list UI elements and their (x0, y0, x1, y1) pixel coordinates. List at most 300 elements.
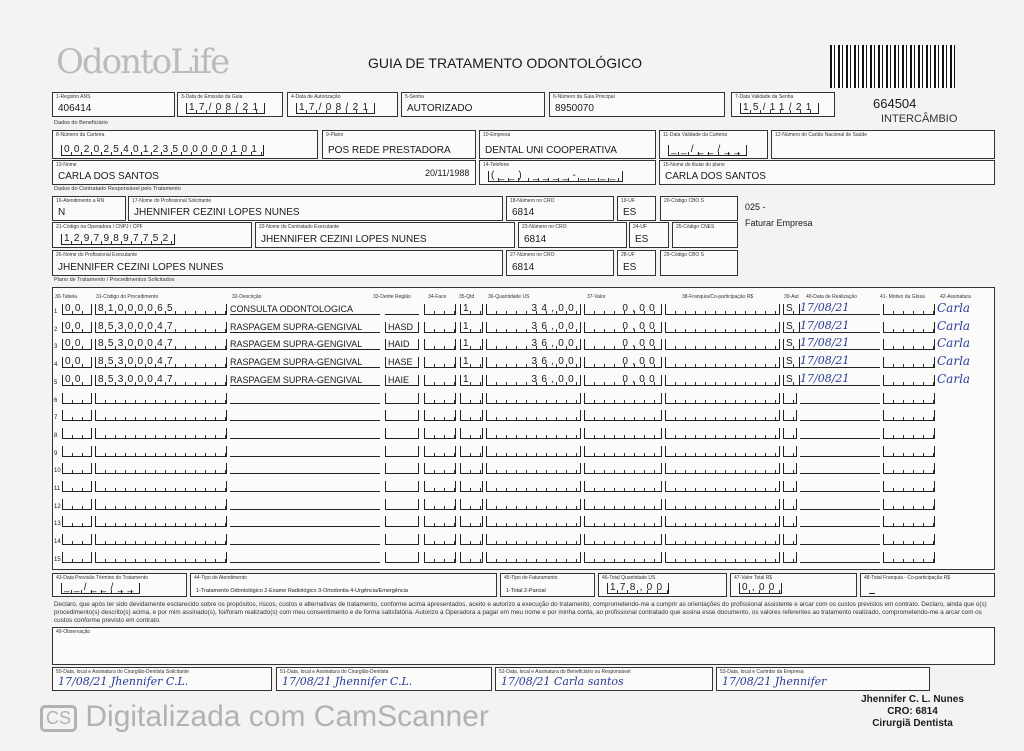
table-row (54, 300, 994, 316)
cell-desc[interactable]: CONSULTA ODONTOLOGICA (230, 304, 380, 315)
cell-code[interactable]: 85300047 (95, 322, 227, 333)
field-f52[interactable] (495, 667, 713, 691)
cell-code[interactable] (95, 393, 227, 404)
cell-face[interactable] (424, 428, 456, 439)
cell-n: 5 (54, 379, 58, 386)
field-label: 1-Registro ANS (56, 94, 91, 100)
field-f13[interactable] (52, 160, 476, 185)
cell-franq[interactable] (665, 410, 780, 421)
cell-sig[interactable]: Carla (937, 336, 971, 351)
field-f50[interactable] (52, 667, 272, 691)
field-f4[interactable] (287, 92, 398, 117)
cell-sig[interactable] (937, 443, 941, 457)
cell-aut[interactable] (783, 410, 797, 421)
field-f29[interactable] (660, 250, 738, 276)
cell-qtd[interactable] (460, 410, 483, 421)
cell-sig[interactable] (937, 425, 941, 439)
cell-franq[interactable] (665, 481, 780, 492)
cell-code[interactable]: 85300047 (95, 357, 227, 368)
cell-qtd[interactable] (460, 516, 483, 527)
field-f21[interactable] (52, 222, 252, 248)
cell-aut[interactable] (783, 393, 797, 404)
cell-motivo[interactable] (883, 357, 935, 368)
cell-us[interactable] (486, 481, 581, 492)
cell-data[interactable] (800, 443, 880, 457)
cell-aut[interactable] (783, 552, 797, 563)
field-f25[interactable] (672, 222, 738, 248)
cell-franq[interactable] (665, 393, 780, 404)
cell-desc[interactable]: RASPAGEM SUPRA-GENGIVAL (230, 375, 380, 386)
field-value: 17/08/21 Jhennifer (722, 675, 827, 688)
cell-data[interactable] (800, 390, 880, 404)
cell-code[interactable]: 81000065 (95, 304, 227, 315)
cell-dente[interactable] (385, 499, 419, 510)
cell-sig[interactable] (937, 407, 941, 421)
cell-face[interactable] (424, 322, 456, 333)
cell-valor[interactable] (584, 393, 662, 404)
cell-tab[interactable]: 00 (62, 322, 92, 333)
cell-valor[interactable]: 0,00 (584, 339, 662, 350)
cell-valor[interactable]: 0,00 (584, 357, 662, 368)
cell-sig[interactable] (937, 496, 941, 510)
cell-valor[interactable] (584, 446, 662, 457)
cell-franq[interactable] (665, 375, 780, 386)
cell-face[interactable] (424, 481, 456, 492)
field-f24[interactable] (629, 222, 669, 248)
cell-desc[interactable]: RASPAGEM SUPRA-GENGIVAL (230, 322, 380, 333)
cell-aut[interactable]: S (783, 339, 800, 350)
cell-desc[interactable] (230, 481, 380, 492)
cell-aut[interactable] (783, 499, 797, 510)
cell-motivo[interactable] (883, 552, 935, 563)
cell-aut[interactable] (783, 446, 797, 457)
cell-aut[interactable]: S (783, 357, 800, 368)
cell-motivo[interactable] (883, 304, 935, 315)
cell-us[interactable] (486, 393, 581, 404)
field-label: 4-Data de Autorização (291, 94, 341, 100)
cell-valor[interactable] (584, 534, 662, 545)
guide-code: 664504 (873, 96, 917, 111)
field-f47[interactable] (730, 573, 857, 597)
field-f44[interactable] (190, 573, 497, 597)
cell-qtd[interactable] (460, 534, 483, 545)
cell-dente[interactable] (385, 463, 419, 474)
cell-franq[interactable] (665, 428, 780, 439)
cell-dente[interactable] (385, 552, 419, 563)
field-f7[interactable] (731, 92, 835, 117)
cell-dente[interactable] (385, 534, 419, 545)
field-f18[interactable] (506, 196, 614, 221)
field-label: 3-Data de Emissão da Guia (181, 94, 243, 100)
cell-valor[interactable]: 0,00 (584, 304, 662, 315)
cell-dente[interactable]: HAIE (385, 375, 419, 386)
cell-us[interactable]: 36,00 (486, 375, 581, 386)
field-label: 46-Total Quantidade US (602, 575, 656, 581)
cell-us[interactable]: 36,00 (486, 322, 581, 333)
field-f26[interactable] (52, 250, 503, 276)
cell-data[interactable] (800, 513, 880, 527)
cell-dente[interactable] (385, 410, 419, 421)
cell-code[interactable] (95, 481, 227, 492)
cell-data[interactable] (800, 549, 880, 563)
field-label: 22-Nome do Contratado Executante (259, 224, 340, 230)
cell-code[interactable] (95, 463, 227, 474)
field-label: 17-Nome do Profissional Solicitante (132, 198, 212, 204)
cell-qtd[interactable] (460, 393, 483, 404)
cell-tab[interactable] (62, 481, 92, 492)
cell-face[interactable] (424, 516, 456, 527)
field-label: 49-Observação (56, 629, 91, 635)
cell-code[interactable] (95, 552, 227, 563)
cell-dente[interactable]: HASD (385, 322, 419, 333)
cell-motivo[interactable] (883, 393, 935, 404)
cell-motivo[interactable] (883, 534, 935, 545)
field-label: 6-Número da Guia Principal (553, 94, 615, 100)
field-label: 45-Tipo de Faturamento (504, 575, 558, 581)
cell-tab[interactable] (62, 534, 92, 545)
field-value: 406414 (58, 103, 92, 114)
field-f15[interactable] (659, 160, 995, 185)
cell-motivo[interactable] (883, 446, 935, 457)
cell-sig[interactable] (937, 478, 941, 492)
field-f53[interactable] (716, 667, 930, 691)
cell-valor[interactable]: 0,00 (584, 375, 662, 386)
cell-desc[interactable] (230, 410, 380, 421)
field-value: POS REDE PRESTADORA (328, 145, 451, 156)
cell-us[interactable] (486, 499, 581, 510)
section-contractor: Dados do Contratado Responsável pelo Tratamento (54, 186, 181, 192)
cell-us[interactable] (486, 428, 581, 439)
cell-code[interactable] (95, 499, 227, 510)
column-header: 41- Motivo da Glosa (880, 294, 925, 300)
field-label: 29-Código CBO S (664, 252, 705, 258)
cell-sig[interactable] (937, 390, 941, 404)
cell-aut[interactable]: S (783, 322, 800, 333)
cell-franq[interactable] (665, 357, 780, 368)
cell-data[interactable] (800, 496, 880, 510)
cell-face[interactable] (424, 446, 456, 457)
cell-franq[interactable] (665, 463, 780, 474)
field-value: CARLA DOS SANTOS (665, 171, 766, 182)
cell-data[interactable]: 17/08/21 (800, 319, 880, 333)
field-f5[interactable] (401, 92, 545, 117)
column-header: 38-Franquia/Co-participação R$ (682, 294, 754, 300)
cell-dente[interactable]: HAID (385, 339, 419, 350)
field-label: 5-Senha (405, 94, 424, 100)
field-value: 17/08/21 Jhennifer C.L. (282, 675, 413, 688)
field-label: 20-Código CBO S (664, 198, 705, 204)
cell-face[interactable] (424, 357, 456, 368)
cell-us[interactable] (486, 463, 581, 474)
field-f14[interactable] (479, 160, 656, 185)
cell-valor[interactable] (584, 428, 662, 439)
field-f16[interactable] (52, 196, 126, 221)
cell-franq[interactable] (665, 552, 780, 563)
field-f1[interactable] (52, 92, 175, 117)
cell-valor[interactable] (584, 463, 662, 474)
cell-qtd[interactable]: 1 (460, 375, 483, 386)
cell-face[interactable] (424, 375, 456, 386)
cell-tab[interactable] (62, 410, 92, 421)
cell-franq[interactable] (665, 446, 780, 457)
cell-sig[interactable]: Carla (937, 301, 971, 315)
field-value: __/__/__ (61, 583, 140, 594)
column-header: 32-Descrição (232, 294, 262, 300)
cell-sig[interactable] (937, 460, 941, 474)
cell-sig[interactable] (937, 549, 941, 563)
billing-type: Faturar Empresa (745, 218, 813, 228)
cell-us[interactable] (486, 410, 581, 421)
cell-aut[interactable] (783, 428, 797, 439)
cell-dente[interactable]: HASE (385, 357, 419, 368)
cell-sig[interactable] (937, 513, 941, 527)
cell-desc[interactable] (230, 428, 380, 439)
cell-us[interactable]: 36,00 (486, 339, 581, 350)
field-f9[interactable] (322, 130, 476, 159)
cell-tab[interactable]: 00 (62, 304, 92, 315)
field-value: 12979897752 (61, 234, 175, 245)
cell-code[interactable] (95, 410, 227, 421)
cell-dente[interactable] (385, 428, 419, 439)
field-label: 11-Data Validade da Carteira (663, 132, 728, 138)
field-label: 50-Data, local e Assinatura do Cirurgião-Dentista Solicitante (56, 669, 189, 675)
cell-franq[interactable] (665, 499, 780, 510)
cell-n: 13 (54, 521, 61, 528)
cell-qtd[interactable] (460, 428, 483, 439)
cell-dente[interactable] (385, 446, 419, 457)
cell-desc[interactable] (230, 552, 380, 563)
cell-us[interactable] (486, 534, 581, 545)
table-row (54, 512, 994, 528)
cell-face[interactable] (424, 304, 456, 315)
cell-motivo[interactable] (883, 322, 935, 333)
field-label: 48-Total Franquia - Co-participação R$ (864, 575, 951, 581)
cell-dente[interactable] (385, 314, 419, 315)
cell-aut[interactable] (783, 463, 797, 474)
cell-franq[interactable] (665, 534, 780, 545)
field-f46[interactable] (598, 573, 727, 597)
cell-us[interactable]: 34,00 (486, 304, 581, 315)
cell-data[interactable]: 17/08/21 (800, 372, 880, 386)
cell-qtd[interactable] (460, 463, 483, 474)
field-f3[interactable] (177, 92, 283, 117)
field-f48[interactable] (860, 573, 995, 597)
cell-motivo[interactable] (883, 516, 935, 527)
cell-aut[interactable] (783, 516, 797, 527)
table-row (54, 424, 994, 440)
cell-tab[interactable] (62, 516, 92, 527)
column-header: 40-Data de Realização (806, 294, 857, 300)
field-value: CARLA DOS SANTOS (58, 171, 159, 182)
cell-us[interactable] (486, 516, 581, 527)
cell-code[interactable]: 85300047 (95, 339, 227, 350)
cell-us[interactable] (486, 446, 581, 457)
column-header: 35-Qtd (459, 294, 475, 300)
cell-code[interactable] (95, 516, 227, 527)
field-label: 14-Telefone (483, 162, 510, 168)
cell-code[interactable]: 85300047 (95, 375, 227, 386)
cell-dente[interactable] (385, 516, 419, 527)
cell-franq[interactable] (665, 304, 780, 315)
cell-us[interactable]: 36,00 (486, 357, 581, 368)
cell-qtd[interactable]: 1 (460, 304, 483, 315)
cell-valor[interactable]: 0,00 (584, 322, 662, 333)
cell-tab[interactable] (62, 463, 92, 474)
cell-tab[interactable]: 00 (62, 357, 92, 368)
cell-franq[interactable] (665, 516, 780, 527)
cell-face[interactable] (424, 552, 456, 563)
cell-data[interactable] (800, 425, 880, 439)
cell-motivo[interactable] (883, 339, 935, 350)
field-label: 13-Nome (56, 162, 77, 168)
cell-sig[interactable]: Carla (937, 371, 971, 386)
field-f27[interactable] (506, 250, 614, 276)
cell-qtd[interactable] (460, 552, 483, 563)
cell-desc[interactable] (230, 516, 380, 527)
cell-tab[interactable]: 00 (62, 339, 92, 350)
cell-qtd[interactable]: 1 (460, 322, 483, 333)
cell-motivo[interactable] (883, 428, 935, 439)
cell-tab[interactable] (62, 552, 92, 563)
table-row (54, 389, 994, 405)
field-f11[interactable] (659, 130, 768, 159)
field-label: 28-UF (621, 252, 635, 258)
field-value: 17/08/21 Carla santos (501, 675, 624, 688)
barcode (830, 45, 955, 88)
cell-qtd[interactable] (460, 481, 483, 492)
field-label: 8-Número da Carteira (56, 132, 105, 138)
cell-aut[interactable] (783, 534, 797, 545)
cell-data[interactable] (800, 478, 880, 492)
cell-desc[interactable]: RASPAGEM SUPRA-GENGIVAL (230, 357, 380, 368)
cell-code[interactable] (95, 428, 227, 439)
cell-n: 14 (54, 539, 61, 546)
cell-qtd[interactable]: 1 (460, 339, 483, 350)
cell-sig[interactable] (937, 531, 941, 545)
field-f17[interactable] (128, 196, 503, 221)
page-title: GUIA DE TRATAMENTO ODONTOLÓGICO (368, 55, 643, 71)
table-row (54, 335, 994, 351)
field-value: 17/08/21 Jhennifer C.L. (58, 675, 189, 688)
field-f49[interactable] (52, 627, 995, 665)
field-f19[interactable] (617, 196, 656, 221)
field-label: 25-Código CNES (676, 224, 715, 230)
cell-desc[interactable] (230, 463, 380, 474)
field-f51[interactable] (276, 667, 492, 691)
cell-data[interactable]: 17/08/21 (800, 301, 880, 315)
cell-data[interactable]: 17/08/21 (800, 336, 880, 350)
cell-desc[interactable] (230, 534, 380, 545)
cell-valor[interactable] (584, 410, 662, 421)
table-row (54, 477, 994, 493)
cell-n: 12 (54, 503, 61, 510)
column-header: 42-Assinatura (940, 294, 971, 300)
cell-desc[interactable] (230, 499, 380, 510)
field-f10[interactable] (479, 130, 656, 159)
field-f43[interactable] (52, 573, 187, 597)
cell-face[interactable] (424, 393, 456, 404)
cell-data[interactable] (800, 460, 880, 474)
cell-sig[interactable]: Carla (937, 354, 971, 369)
cell-face[interactable] (424, 534, 456, 545)
cell-qtd[interactable] (460, 446, 483, 457)
cell-data[interactable] (800, 407, 880, 421)
table-row (54, 530, 994, 546)
field-f12[interactable] (771, 130, 995, 159)
cell-desc[interactable] (230, 446, 380, 457)
field-label: 21-Código na Operadora / CNPJ / CPF (56, 224, 143, 230)
field-value: 6814 (512, 207, 535, 218)
cell-face[interactable] (424, 463, 456, 474)
field-f8[interactable] (52, 130, 318, 159)
cell-franq[interactable] (665, 322, 780, 333)
cell-n: 2 (54, 326, 58, 333)
cell-motivo[interactable] (883, 499, 935, 510)
field-value: 00202540123500000101 (61, 145, 264, 156)
cell-desc[interactable] (230, 393, 380, 404)
cell-face[interactable] (424, 499, 456, 510)
cell-valor[interactable] (584, 499, 662, 510)
cell-tab[interactable] (62, 499, 92, 510)
cell-motivo[interactable] (883, 481, 935, 492)
field-f20[interactable] (660, 196, 738, 221)
field-value: 6814 (512, 262, 535, 273)
cell-motivo[interactable] (883, 463, 935, 474)
field-f28[interactable] (617, 250, 656, 276)
field-f45[interactable] (500, 573, 595, 597)
column-header: 31-Código do Procedimento (96, 294, 159, 300)
cell-us[interactable] (486, 552, 581, 563)
cell-tab[interactable] (62, 393, 92, 404)
cell-code[interactable] (95, 446, 227, 457)
cell-valor[interactable] (584, 552, 662, 563)
field-label: 18-Número no CRO (510, 198, 555, 204)
cell-valor[interactable] (584, 516, 662, 527)
cell-dente[interactable] (385, 393, 419, 404)
cell-qtd[interactable]: 1 (460, 357, 483, 368)
cell-data[interactable]: 17/08/21 (800, 354, 880, 368)
cell-data[interactable] (800, 531, 880, 545)
cell-sig[interactable]: Carla (937, 318, 971, 333)
table-row (54, 495, 994, 511)
cell-tab[interactable] (62, 428, 92, 439)
cell-code[interactable] (95, 534, 227, 545)
field-label: 24-UF (633, 224, 647, 230)
cell-franq[interactable] (665, 339, 780, 350)
table-row (54, 353, 994, 369)
field-value: 17/08/21 (186, 103, 265, 114)
cell-tab[interactable] (62, 446, 92, 457)
cell-dente[interactable] (385, 481, 419, 492)
cell-qtd[interactable] (460, 499, 483, 510)
field-f23[interactable] (518, 222, 627, 248)
cell-face[interactable] (424, 339, 456, 350)
cell-aut[interactable]: S (783, 304, 800, 315)
cell-face[interactable] (424, 410, 456, 421)
field-f6[interactable] (549, 92, 725, 117)
column-header: 39-Aut (784, 294, 799, 300)
cell-aut[interactable]: S (783, 375, 800, 386)
cell-tab[interactable]: 00 (62, 375, 92, 386)
cell-motivo[interactable] (883, 375, 935, 386)
cell-desc[interactable]: RASPAGEM SUPRA-GENGIVAL (230, 339, 380, 350)
field-label: 12-Número do Cartão Nacional de Saúde (775, 132, 867, 138)
field-f22[interactable] (255, 222, 515, 248)
cell-aut[interactable] (783, 481, 797, 492)
cell-motivo[interactable] (883, 410, 935, 421)
cell-valor[interactable] (584, 481, 662, 492)
table-row (54, 371, 994, 387)
